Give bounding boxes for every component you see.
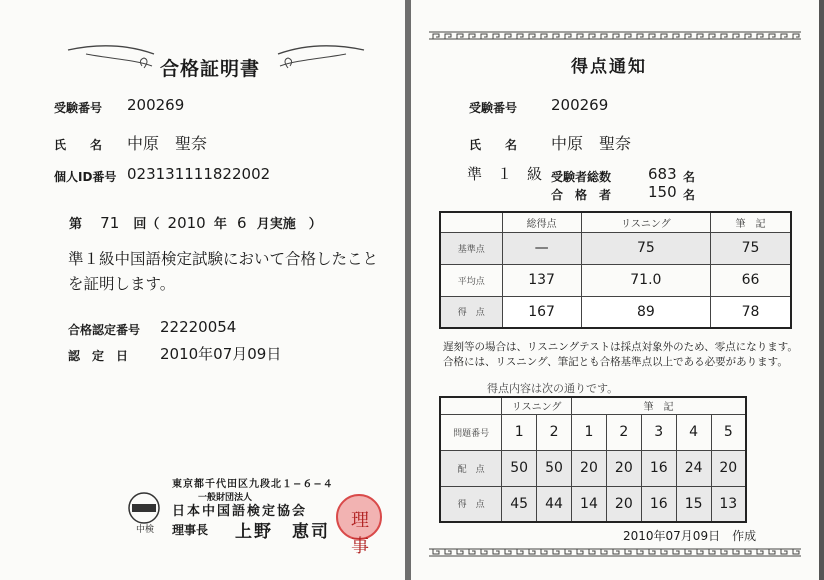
session-month: 6 <box>237 214 247 232</box>
red-chairman-stamp <box>336 494 382 557</box>
breakdown-row-label: 問題番号 <box>440 414 502 450</box>
breakdown-cell: 1 <box>502 414 537 450</box>
right-flourish-ornament <box>276 40 366 76</box>
breakdown-cell: 24 <box>676 450 711 486</box>
session-kai: 回（ <box>133 217 160 232</box>
breakdown-row-label: 得 点 <box>440 486 502 522</box>
breakdown-cell: 20 <box>711 450 746 486</box>
certificate-title: 合格証明書 <box>160 58 261 80</box>
pass-cert-number-label: 合格認定番号 <box>68 323 141 337</box>
summary-row-label: 得 点 <box>440 296 502 328</box>
cert-date-label: 認 定 日 <box>68 349 129 363</box>
summary-cell: 137 <box>502 264 581 296</box>
summary-col-header: 総得点 <box>502 212 581 232</box>
passers-value: 150 <box>648 183 677 201</box>
score-summary-table <box>439 211 792 329</box>
top-greek-key-border <box>429 30 801 40</box>
chairman-title: 理事長 <box>172 523 209 537</box>
summary-row-standard <box>440 232 791 264</box>
breakdown-cell: 44 <box>537 486 572 522</box>
score-report-page <box>411 0 819 580</box>
summary-corner-cell <box>440 212 502 232</box>
breakdown-cell: 45 <box>502 486 537 522</box>
summary-cell: 89 <box>581 296 710 328</box>
session-prefix: 第 <box>69 217 83 232</box>
breakdown-row-score <box>440 486 746 522</box>
breakdown-cell: 2 <box>537 414 572 450</box>
score-exam-number-label: 受験番号 <box>469 101 518 115</box>
breakdown-cell: 13 <box>711 486 746 522</box>
breakdown-group-writing: 筆 記 <box>572 397 747 414</box>
breakdown-cell: 5 <box>711 414 746 450</box>
chairman-name: 上野 恵司 <box>235 522 330 542</box>
summary-row-label: 基準点 <box>440 232 502 264</box>
summary-row-score <box>440 296 791 328</box>
breakdown-cell: 16 <box>641 486 676 522</box>
breakdown-group-row <box>440 397 746 414</box>
session-line <box>69 213 322 232</box>
breakdown-cell: 50 <box>502 450 537 486</box>
issue-date: 2010年07月09日 作成 <box>623 529 757 543</box>
passers-unit: 名 <box>683 188 696 202</box>
summary-cell: 75 <box>711 232 792 264</box>
organization-seal-logo <box>124 490 164 534</box>
summary-col-header: 筆 記 <box>711 212 792 232</box>
summary-cell: 66 <box>711 264 792 296</box>
breakdown-row-allocation <box>440 450 746 486</box>
breakdown-cell: 3 <box>641 414 676 450</box>
breakdown-cell: 14 <box>572 486 607 522</box>
summary-cell: — <box>502 232 581 264</box>
score-breakdown-table <box>439 396 747 523</box>
name-label: 氏 名 <box>54 138 103 152</box>
note-line-1: 遅刻等の場合は、リスニングテストは採点対象外のため、零点になります。 <box>443 341 798 353</box>
bottom-greek-key-border <box>429 548 801 558</box>
name-value: 中原 聖奈 <box>127 134 208 153</box>
breakdown-cell: 20 <box>606 486 641 522</box>
total-examinees-unit: 名 <box>683 170 696 184</box>
summary-col-header: リスニング <box>581 212 710 232</box>
breakdown-cell: 4 <box>676 414 711 450</box>
breakdown-corner-cell <box>440 397 502 414</box>
breakdown-cell: 20 <box>606 450 641 486</box>
issuer-address: 東京都千代田区九段北１−６−４ <box>172 479 334 490</box>
personal-id-value: 023131111822002 <box>127 165 271 183</box>
exam-level: 準 １ 級 <box>467 165 543 183</box>
total-examinees-value: 683 <box>648 165 677 183</box>
pass-cert-number-value: 22220054 <box>160 318 237 336</box>
left-flourish-ornament <box>66 40 156 76</box>
issuer-org-type: 一般財団法人 <box>198 493 253 503</box>
breakdown-row-question-no <box>440 414 746 450</box>
right-edge-shadow <box>819 0 824 580</box>
score-name-label: 氏 名 <box>469 138 518 152</box>
exam-number-label: 受験番号 <box>54 101 103 115</box>
breakdown-intro: 得点内容は次の通りです。 <box>487 382 619 395</box>
score-name-value: 中原 聖奈 <box>551 134 632 153</box>
stamp-text: 理事 <box>351 510 369 557</box>
total-examinees-label: 受験者総数 <box>551 170 612 184</box>
certificate-page <box>0 0 405 580</box>
summary-cell: 78 <box>711 296 792 328</box>
note-line-2: 合格には、リスニング、筆記とも合格基準点以上である必要があります。 <box>443 356 788 368</box>
breakdown-cell: 2 <box>606 414 641 450</box>
statement-line-1: 準１級中国語検定試験において合格したこと <box>68 250 379 268</box>
cert-date-value: 2010年07月09日 <box>160 345 282 363</box>
breakdown-cell: 20 <box>572 450 607 486</box>
personal-id-label: 個人ID番号 <box>54 170 117 184</box>
summary-cell: 167 <box>502 296 581 328</box>
summary-cell: 75 <box>581 232 710 264</box>
breakdown-group-listening: リスニング <box>502 397 572 414</box>
session-year: 2010 <box>167 214 206 232</box>
issuer-org-name: 日本中国語検定協会 <box>172 504 308 519</box>
score-report-title: 得点通知 <box>571 57 647 77</box>
exam-number-value: 200269 <box>127 96 185 114</box>
statement-line-2: を証明します。 <box>68 275 176 293</box>
session-number: 71 <box>100 214 120 232</box>
breakdown-cell: 50 <box>537 450 572 486</box>
summary-cell: 71.0 <box>581 264 710 296</box>
session-suffix: 月実施 ） <box>256 217 322 232</box>
seal-text: 中検 <box>136 525 155 535</box>
breakdown-row-label: 配 点 <box>440 450 502 486</box>
score-exam-number-value: 200269 <box>551 96 609 114</box>
summary-row-average <box>440 264 791 296</box>
breakdown-cell: 1 <box>572 414 607 450</box>
breakdown-cell: 15 <box>676 486 711 522</box>
breakdown-cell: 16 <box>641 450 676 486</box>
session-nen: 年 <box>213 217 227 232</box>
summary-row-label: 平均点 <box>440 264 502 296</box>
summary-header-row <box>440 212 791 232</box>
passers-label: 合 格 者 <box>551 188 612 202</box>
